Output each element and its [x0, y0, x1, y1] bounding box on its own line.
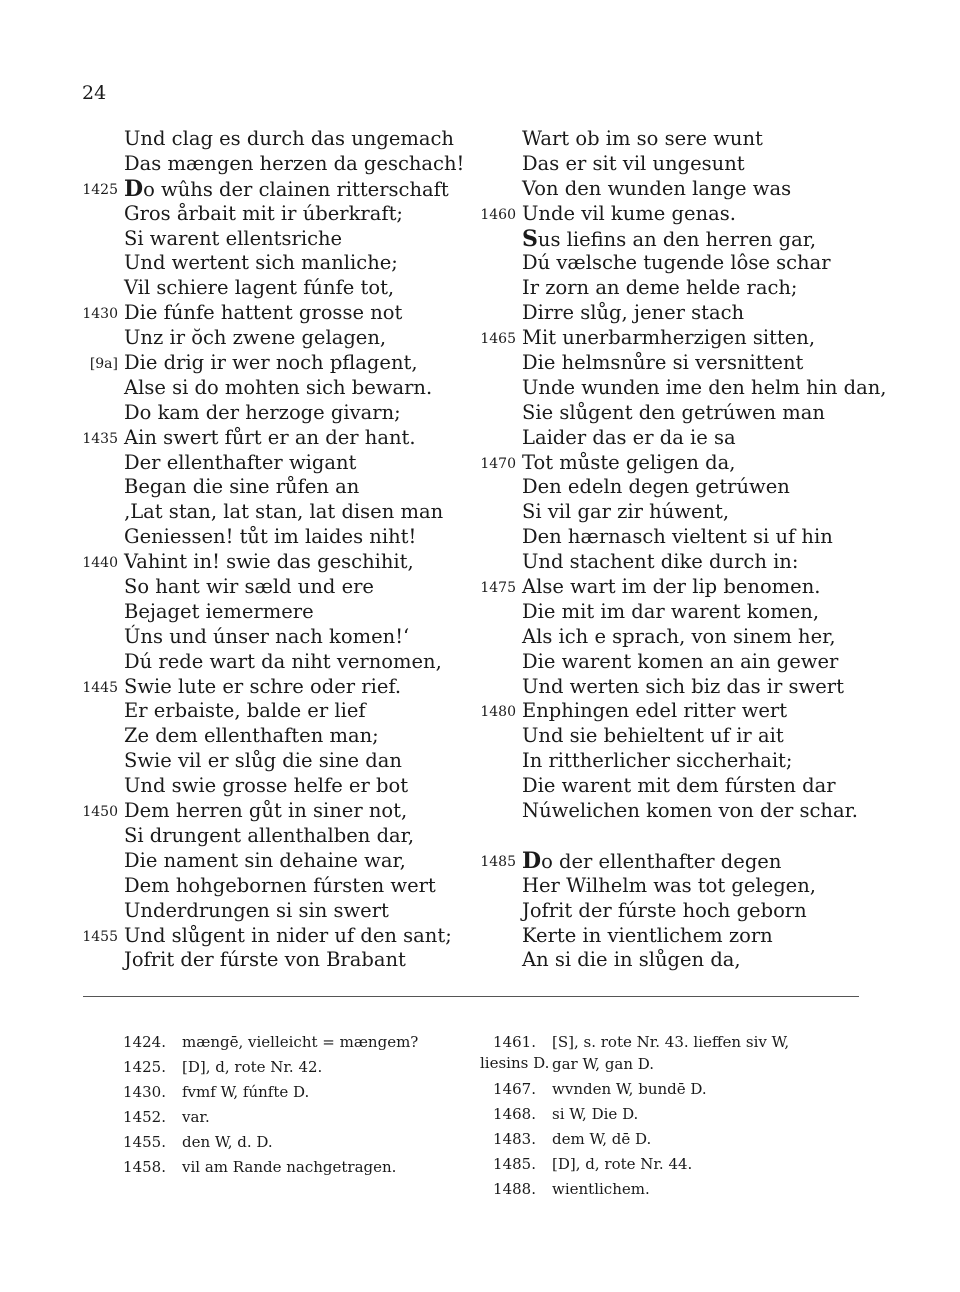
- line-number: 1480: [480, 704, 516, 721]
- verse-text: Der ellenthafter wigant: [124, 450, 357, 474]
- footnote-text: wientlichem.: [552, 1180, 650, 1198]
- verse-text: Vahint in! swie das geschihit,: [124, 550, 414, 574]
- footnote-continuation: liesins D.: [480, 1054, 550, 1072]
- verse-text: Dú vælsche tugende lôse schar: [522, 251, 831, 275]
- verse-line: [470, 874, 890, 899]
- footnote-number: 1488.: [493, 1180, 536, 1198]
- footnote: [110, 1055, 440, 1080]
- verse-line: [470, 525, 890, 550]
- footnote-text: [D], d, rote Nr. 42.: [182, 1058, 323, 1076]
- verse-line: [470, 774, 890, 799]
- verse-text: Die mit im dar warent komen,: [522, 599, 820, 623]
- verse-text: Dú rede wart da niht vernomen,: [124, 649, 442, 673]
- verse-line: [72, 625, 472, 650]
- verse-text: Und stachent dike durch in:: [522, 550, 799, 574]
- footnote-number: 1425.: [123, 1058, 166, 1076]
- footnote: [480, 1177, 870, 1202]
- verse-line: [470, 924, 890, 949]
- verse-text: Gros årbait mit ir úberkraft;: [124, 201, 403, 225]
- verse-text: Kerte in vientlichem zorn: [522, 923, 773, 947]
- verse-line: [470, 127, 890, 152]
- footnote-text: vil am Rande nachgetragen.: [182, 1158, 397, 1176]
- verse-line: [470, 799, 890, 824]
- right-verse-column: [470, 127, 890, 973]
- verse-text: Die nament sin dehaine war,: [124, 848, 406, 872]
- verse-text: Do wûhs der clainen ritterschaft: [124, 175, 449, 202]
- verse-text: Als ich e sprach, von sinem her,: [522, 624, 836, 648]
- verse-text: Jofrit der fúrste hoch geborn: [522, 898, 807, 922]
- verse-text: Sus liefins an den herren gar,: [522, 225, 817, 252]
- footnote-number: 1430.: [123, 1083, 166, 1101]
- verse-text: Si drungent allenthalben dar,: [124, 823, 415, 847]
- footnote-number: 1461.: [493, 1033, 536, 1051]
- verse-text: Swie lute er schre oder rief.: [124, 674, 402, 698]
- verse-text: Her Wilhelm was tot gelegen,: [522, 873, 816, 897]
- verse-line: [470, 899, 890, 924]
- verse-line: [470, 625, 890, 650]
- verse-line: [72, 948, 472, 973]
- verse-text: Enphingen edel ritter wert: [522, 699, 788, 723]
- verse-text: Und wertent sich manliche;: [124, 251, 398, 275]
- verse-text: Ain swert fůrt er an der hant.: [124, 425, 416, 449]
- verse-text: Und slůgent in nider uf den sant;: [124, 923, 452, 947]
- footnote: [110, 1155, 440, 1180]
- line-number: 1475: [480, 580, 516, 597]
- footnote-number: 1424.: [123, 1033, 166, 1051]
- verse-text: Das mængen herzen da geschach!: [124, 151, 465, 175]
- footnote-text: [S], s. rote Nr. 43. lieffen siv W,: [552, 1033, 790, 1051]
- verse-text: Began die sine růfen an: [124, 475, 360, 499]
- verse-line: [72, 227, 472, 252]
- line-number: 1430: [82, 306, 118, 323]
- verse-line: [470, 451, 890, 476]
- verse-text: Und clag es durch das ungemach: [124, 127, 454, 150]
- left-footnotes: [110, 1030, 440, 1180]
- verse-line: [470, 650, 890, 675]
- verse-text: Jofrit der fúrste von Brabant: [124, 948, 406, 972]
- verse-line: [470, 177, 890, 202]
- verse-text: Si vil gar zir húwent,: [522, 500, 730, 524]
- verse-line: [72, 301, 472, 326]
- line-number: [9a]: [89, 356, 118, 373]
- verse-line: [470, 227, 890, 252]
- verse-text: Dem hohgebornen fúrsten wert: [124, 873, 436, 897]
- footnote-divider: [83, 996, 859, 997]
- left-verse-column: [72, 127, 472, 973]
- footnote-text: mængē, vielleicht = mængem?: [182, 1033, 419, 1051]
- line-number: 1470: [480, 455, 516, 472]
- verse-text: Underdrungen si sin swert: [124, 898, 389, 922]
- verse-line: [470, 152, 890, 177]
- verse-line: [470, 824, 890, 849]
- verse-text: So hant wir sæld und ere: [124, 575, 374, 599]
- footnote: [480, 1102, 870, 1127]
- verse-text: Das er sit vil ungesunt: [522, 151, 745, 175]
- verse-line: [470, 475, 890, 500]
- verse-text: Und werten sich biz das ir swert: [522, 674, 844, 698]
- verse-line: [72, 699, 472, 724]
- verse-line: [72, 451, 472, 476]
- verse-line: [470, 749, 890, 774]
- footnote-text: gar W, gan D.: [552, 1055, 655, 1073]
- verse-text: ‚Lat stan, lat stan, lat disen man: [124, 500, 444, 524]
- line-number: 1485: [480, 853, 516, 870]
- verse-line: [72, 874, 472, 899]
- footnote: [110, 1105, 440, 1130]
- verse-line: [470, 849, 890, 874]
- footnote-text: wvnden W, bundē D.: [552, 1080, 707, 1098]
- verse-line: [470, 202, 890, 227]
- initial-letter: D: [522, 847, 542, 874]
- verse-text: Si warent ellentsriche: [124, 226, 343, 250]
- footnote-number: 1483.: [493, 1130, 536, 1148]
- verse-text: Tot můste geligen da,: [522, 450, 736, 474]
- line-number: 1460: [480, 206, 516, 223]
- verse-text: Dirre slůg, jener stach: [522, 301, 745, 325]
- verse-line: [72, 376, 472, 401]
- footnote-number: 1485.: [493, 1155, 536, 1173]
- initial-letter: D: [124, 175, 144, 202]
- verse-line: [72, 774, 472, 799]
- verse-line: [72, 525, 472, 550]
- right-footnotes: [480, 1030, 870, 1202]
- initial-letter: S: [522, 225, 538, 252]
- verse-line: [470, 326, 890, 351]
- footnote-number: 1467.: [493, 1080, 536, 1098]
- verse-text: An si die in slůgen da,: [522, 948, 741, 972]
- verse-line: [72, 799, 472, 824]
- footnote: [110, 1080, 440, 1105]
- verse-line: [72, 650, 472, 675]
- verse-text: Sie slůgent den getrúwen man: [522, 400, 825, 424]
- verse-text: Die helmsnůre si versnittent: [522, 351, 804, 375]
- verse-line: [72, 600, 472, 625]
- footnote-text: [D], d, rote Nr. 44.: [552, 1155, 693, 1173]
- footnote: [110, 1130, 440, 1155]
- footnote-number: 1458.: [123, 1158, 166, 1176]
- verse-text: Die warent mit dem fúrsten dar: [522, 774, 836, 798]
- verse-line: [470, 426, 890, 451]
- verse-line: [470, 251, 890, 276]
- page-number: 24: [82, 82, 107, 104]
- verse-line: [72, 251, 472, 276]
- verse-text: Do kam der herzoge givarn;: [124, 400, 401, 424]
- verse-line: [72, 824, 472, 849]
- verse-text: Vil schiere lagent fúnfe tot,: [124, 276, 395, 300]
- verse-text: Laider das er da ie sa: [522, 425, 736, 449]
- footnote: [480, 1077, 870, 1102]
- verse-line: [470, 724, 890, 749]
- verse-line: [72, 724, 472, 749]
- line-number: 1425: [82, 181, 118, 198]
- verse-text: Dem herren gůt in siner not,: [124, 799, 408, 823]
- verse-text: Do der ellenthafter degen: [522, 847, 782, 874]
- verse-line: [470, 301, 890, 326]
- footnote-text: si W, Die D.: [552, 1105, 639, 1123]
- footnote: [480, 1127, 870, 1152]
- verse-line: [72, 326, 472, 351]
- verse-text: Die warent komen an ain gewer: [522, 649, 839, 673]
- verse-line: [72, 202, 472, 227]
- verse-line: [470, 600, 890, 625]
- verse-text: Núwelichen komen von der schar.: [522, 799, 858, 823]
- verse-line: [470, 699, 890, 724]
- verse-text: Mit unerbarmherzigen sitten,: [522, 326, 816, 350]
- verse-line: [470, 351, 890, 376]
- verse-line: [72, 401, 472, 426]
- verse-line: [72, 899, 472, 924]
- verse-line: [72, 276, 472, 301]
- verse-line: [470, 948, 890, 973]
- verse-text: Ze dem ellenthaften man;: [124, 724, 379, 748]
- verse-line: [72, 675, 472, 700]
- verse-line: [72, 550, 472, 575]
- verse-text: Úns und únser nach komen!‘: [124, 624, 410, 648]
- verse-line: [72, 849, 472, 874]
- verse-line: [72, 924, 472, 949]
- verse-line: [470, 276, 890, 301]
- verse-line: [470, 550, 890, 575]
- verse-text: Bejaget iemermere: [124, 599, 314, 623]
- verse-text: In rittherlicher siccherhait;: [522, 749, 793, 773]
- footnote-number: 1452.: [123, 1108, 166, 1126]
- verse-text: Alse wart im der lip benomen.: [522, 575, 821, 599]
- line-number: 1435: [82, 430, 118, 447]
- footnote-text: dem W, dē D.: [552, 1130, 652, 1148]
- verse-line: [72, 127, 472, 152]
- verse-line: [72, 152, 472, 177]
- verse-text: Ir zorn an deme helde rach;: [522, 276, 798, 300]
- verse-line: [470, 675, 890, 700]
- footnote-text: var.: [182, 1108, 210, 1126]
- line-number: 1450: [82, 804, 118, 821]
- footnote: [480, 1152, 870, 1177]
- verse-text: Wart ob im so sere wunt: [522, 127, 763, 150]
- line-number: 1440: [82, 555, 118, 572]
- verse-text: Den edeln degen getrúwen: [522, 475, 790, 499]
- verse-text: Er erbaiste, balde er lief: [124, 699, 366, 723]
- line-number: 1465: [480, 331, 516, 348]
- line-number: 1455: [82, 928, 118, 945]
- footnote-text: fvmf W, fúnfte D.: [182, 1083, 310, 1101]
- footnote-number: 1468.: [493, 1105, 536, 1123]
- verse-text: Die drig ir wer noch pflagent,: [124, 351, 418, 375]
- verse-text: Unz ir ŏch zwene gelagen,: [124, 326, 387, 350]
- footnote: [110, 1030, 440, 1055]
- verse-line: [470, 500, 890, 525]
- verse-line: [72, 749, 472, 774]
- footnote: [480, 1052, 870, 1077]
- verse-line: [72, 575, 472, 600]
- footnote-text: den W, d. D.: [182, 1133, 273, 1151]
- verse-text: Und sie behieltent uf ir ait: [522, 724, 784, 748]
- verse-line: [72, 500, 472, 525]
- verse-text: Die fúnfe hattent grosse not: [124, 301, 403, 325]
- verse-line: [72, 351, 472, 376]
- verse-text: Swie vil er slůg die sine dan: [124, 749, 402, 773]
- verse-text: Geniessen! tůt im laides niht!: [124, 525, 417, 549]
- verse-text: Den hærnasch vieltent si uf hin: [522, 525, 833, 549]
- verse-text: Von den wunden lange was: [522, 176, 792, 200]
- verse-line: [470, 401, 890, 426]
- verse-line: [72, 177, 472, 202]
- verse-text: Unde vil kume genas.: [522, 201, 736, 225]
- verse-text: Und swie grosse helfe er bot: [124, 774, 409, 798]
- verse-text: Unde wunden ime den helm hin dan,: [522, 375, 887, 399]
- verse-line: [470, 376, 890, 401]
- verse-text: Alse si do mohten sich bewarn.: [124, 375, 433, 399]
- verse-line: [72, 475, 472, 500]
- line-number: 1445: [82, 679, 118, 696]
- verse-line: [72, 426, 472, 451]
- verse-line: [470, 575, 890, 600]
- footnote-number: 1455.: [123, 1133, 166, 1151]
